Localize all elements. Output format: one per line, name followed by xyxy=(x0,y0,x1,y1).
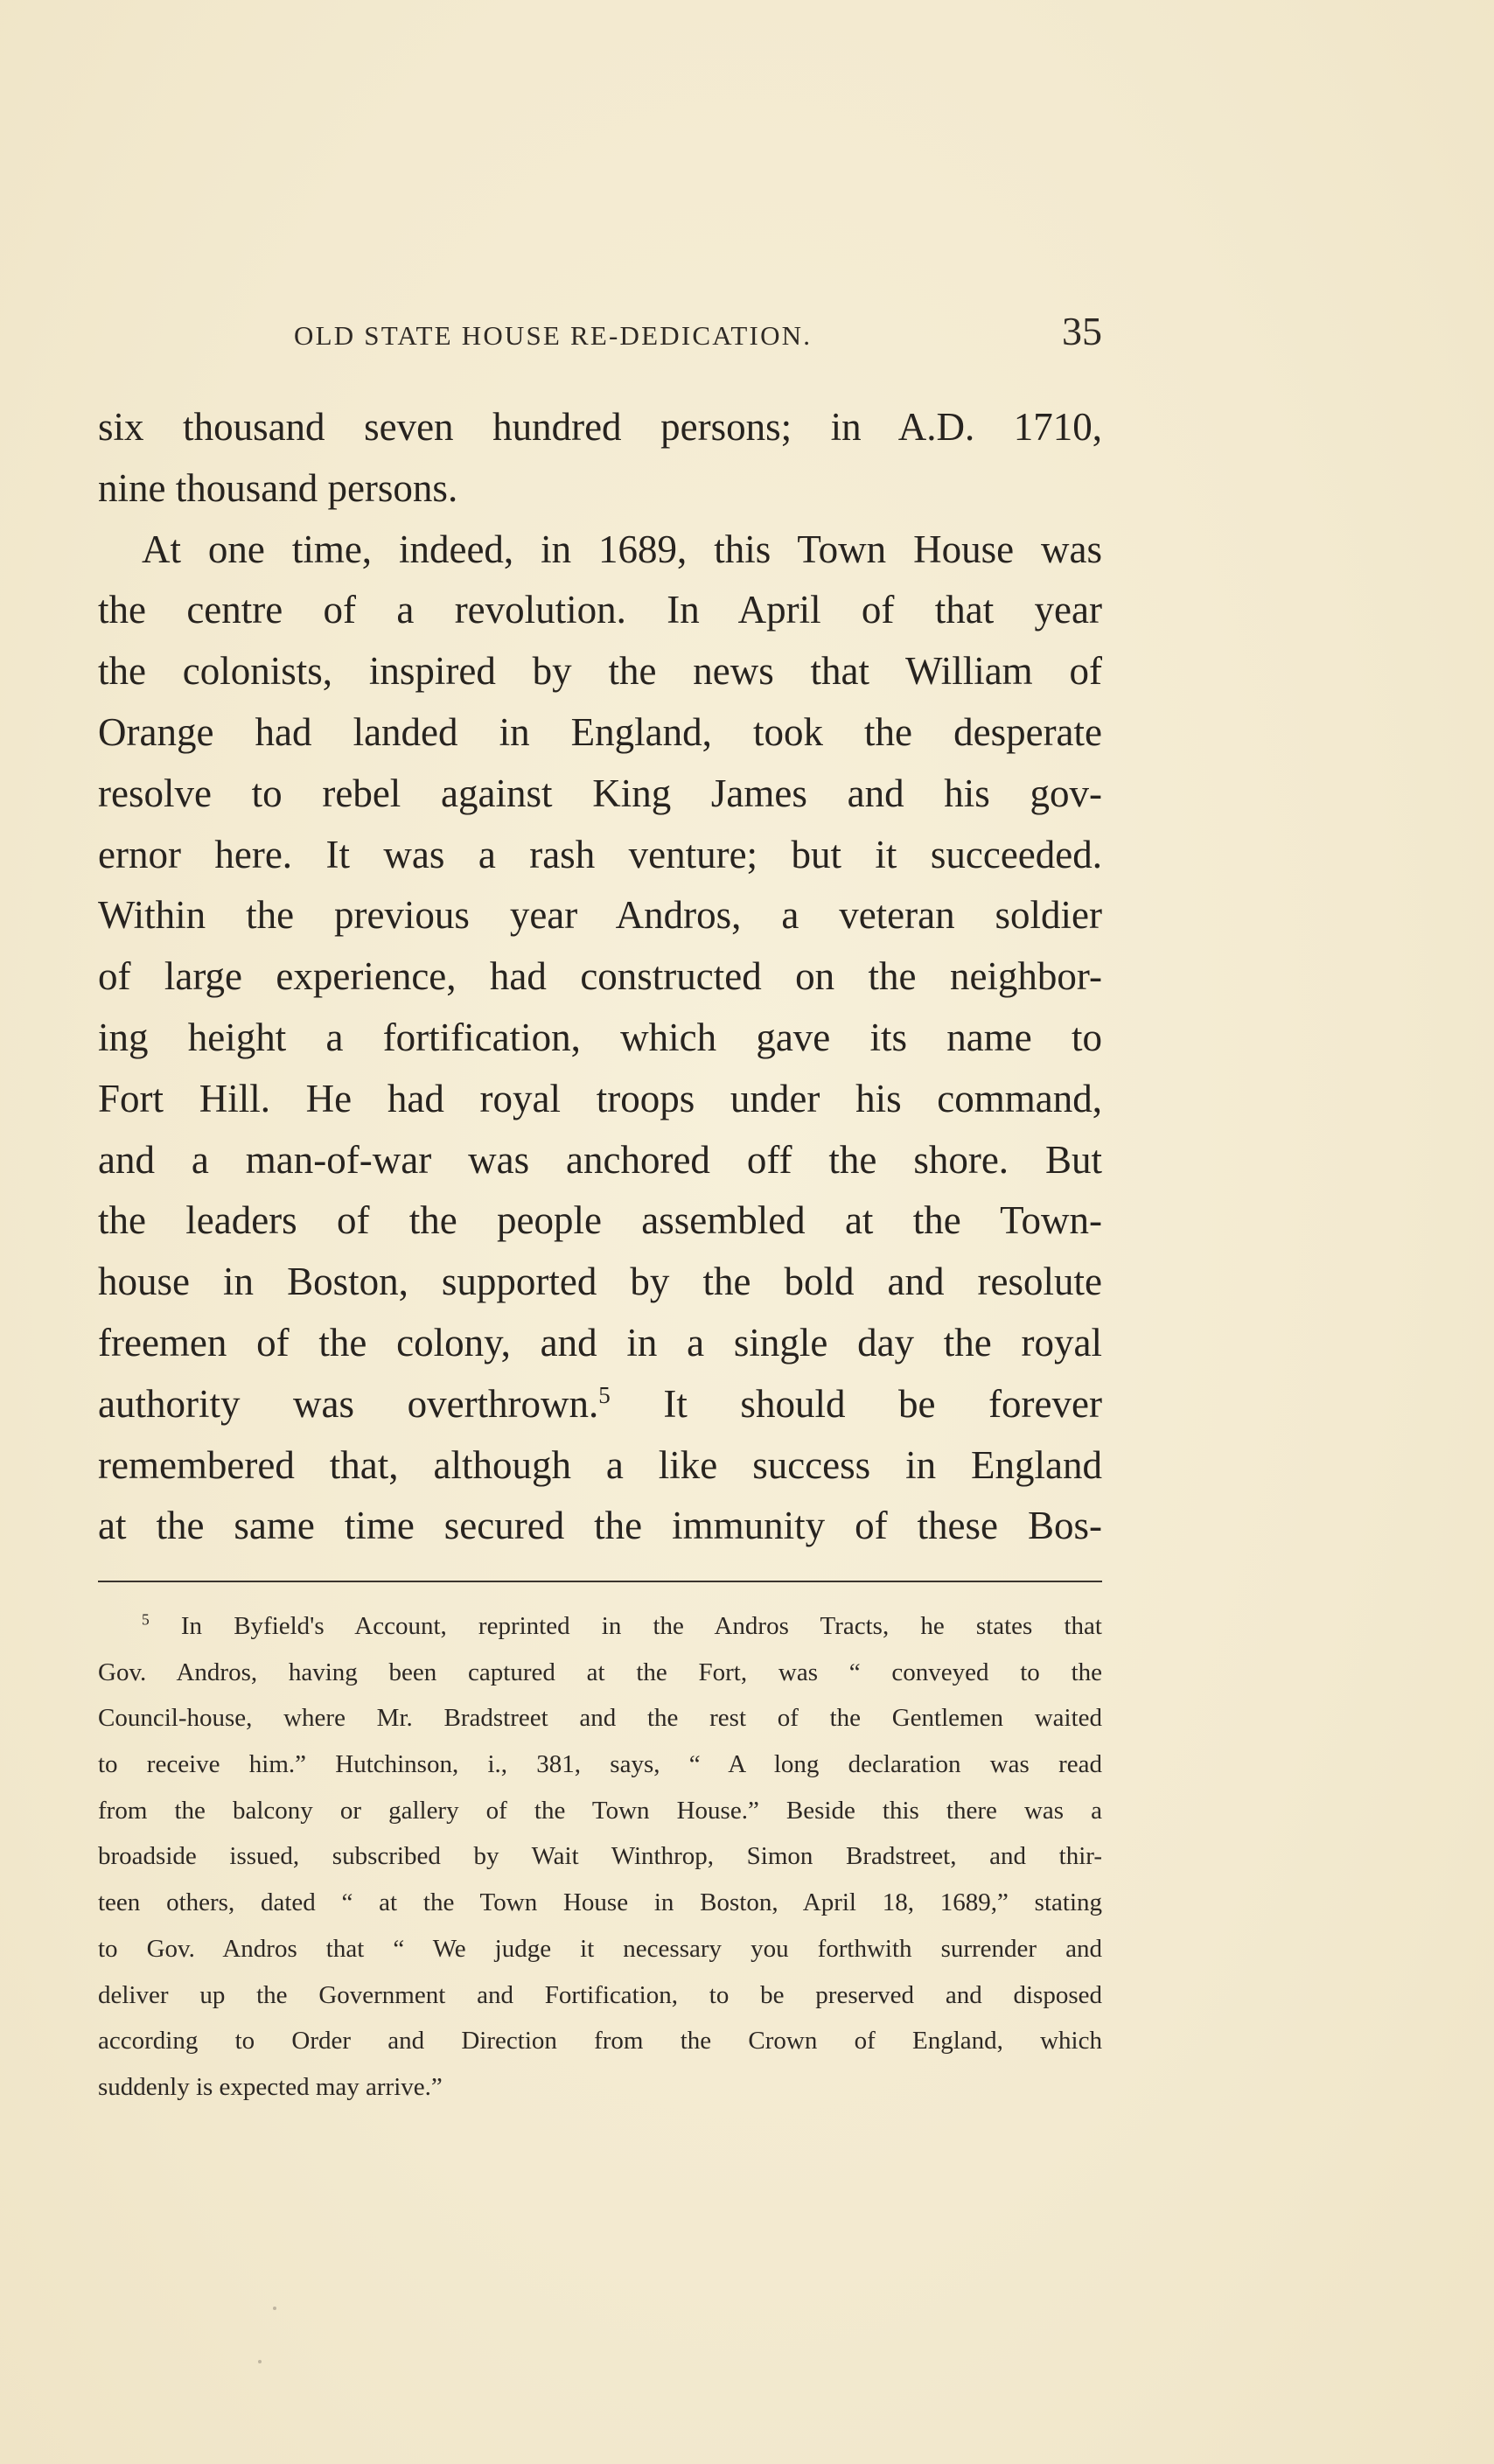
text-segment: In Byfield's Account, reprinted in the Andros Tracts, he states that xyxy=(149,1612,1102,1640)
footnote-line: to receive him.” Hutchinson, i., 381, says, “ A long declaration was read xyxy=(98,1750,1102,1779)
footnote-line: broadside issued, subscribed by Wait Winthrop, Simon Bradstreet, and thir- xyxy=(98,1842,1102,1871)
footnote-line: according to Order and Direction from the Crown of England, which xyxy=(98,2027,1102,2056)
footnote-line: to Gov. Andros that “ We judge it necessary you forthwith surrender and xyxy=(98,1934,1102,1963)
text-line-with-footnote-ref xyxy=(98,1374,1102,1435)
footnote-reference: 5 xyxy=(598,1381,611,1408)
text-line: remembered that, although a like success in England xyxy=(98,1442,1102,1487)
text-line: the leaders of the people assembled at the Town- xyxy=(98,1198,1102,1243)
running-head: OLD STATE HOUSE RE-DEDICATION. xyxy=(294,320,813,351)
text-line: house in Boston, supported by the bold and resolute xyxy=(98,1260,1102,1304)
page-number: 35 xyxy=(1062,309,1102,353)
paper-speck xyxy=(273,2307,276,2310)
text-line: at the same time secured the immunity of these Bos- xyxy=(98,1504,1102,1548)
text-line: nine thousand persons. xyxy=(98,465,458,510)
text-line: freemen of the colony, and in a single day the royal xyxy=(98,1320,1102,1365)
text-line: At one time, indeed, in 1689, this Town House was xyxy=(142,527,1102,571)
footnote-line: from the balcony or gallery of the Town House.” Beside this there was a xyxy=(98,1796,1102,1825)
text-line: six thousand seven hundred persons; in A.D. 1710, xyxy=(98,405,1102,449)
text-segment: authority was overthrown. xyxy=(98,1381,599,1426)
footnote-line: teen others, dated “ at the Town House in Boston, April 18, 1689,” stating xyxy=(98,1888,1102,1917)
text-line: and a man-of-war was anchored off the shore. But xyxy=(98,1137,1102,1182)
text-line: of large experience, had constructed on the neighbor- xyxy=(98,954,1102,999)
footnote-divider xyxy=(98,1581,1102,1582)
footnote-line xyxy=(98,1603,1102,1650)
paper-speck xyxy=(258,2360,262,2363)
footnote-line: Council-house, where Mr. Bradstreet and the rest of the Gentlemen waited xyxy=(98,1704,1102,1733)
footnote-marker: 5 xyxy=(142,1610,150,1629)
text-line: Orange had landed in England, took the desperate xyxy=(98,709,1102,754)
text-line: Within the previous year Andros, a veteran soldier xyxy=(98,893,1102,938)
text-line: the colonists, inspired by the news that William of xyxy=(98,649,1102,694)
text-line: ing height a fortification, which gave its name to xyxy=(98,1015,1102,1059)
footnote-line: deliver up the Government and Fortification, to be preserved and disposed xyxy=(98,1980,1102,2009)
text-segment: It should be forever xyxy=(610,1381,1102,1426)
footnote-line: suddenly is expected may arrive.” xyxy=(98,2072,443,2101)
page-header xyxy=(98,308,1102,360)
footnote xyxy=(98,1603,1102,2111)
body-text xyxy=(98,397,1102,1557)
text-line: Fort Hill. He had royal troops under his command, xyxy=(98,1076,1102,1120)
text-line: resolve to rebel against King James and his gov- xyxy=(98,771,1102,815)
text-line: the centre of a revolution. In April of that year xyxy=(98,588,1102,632)
text-line: ernor here. It was a rash venture; but it succeeded. xyxy=(98,832,1102,876)
footnote-line: Gov. Andros, having been captured at the Fort, was “ conveyed to the xyxy=(98,1658,1102,1686)
